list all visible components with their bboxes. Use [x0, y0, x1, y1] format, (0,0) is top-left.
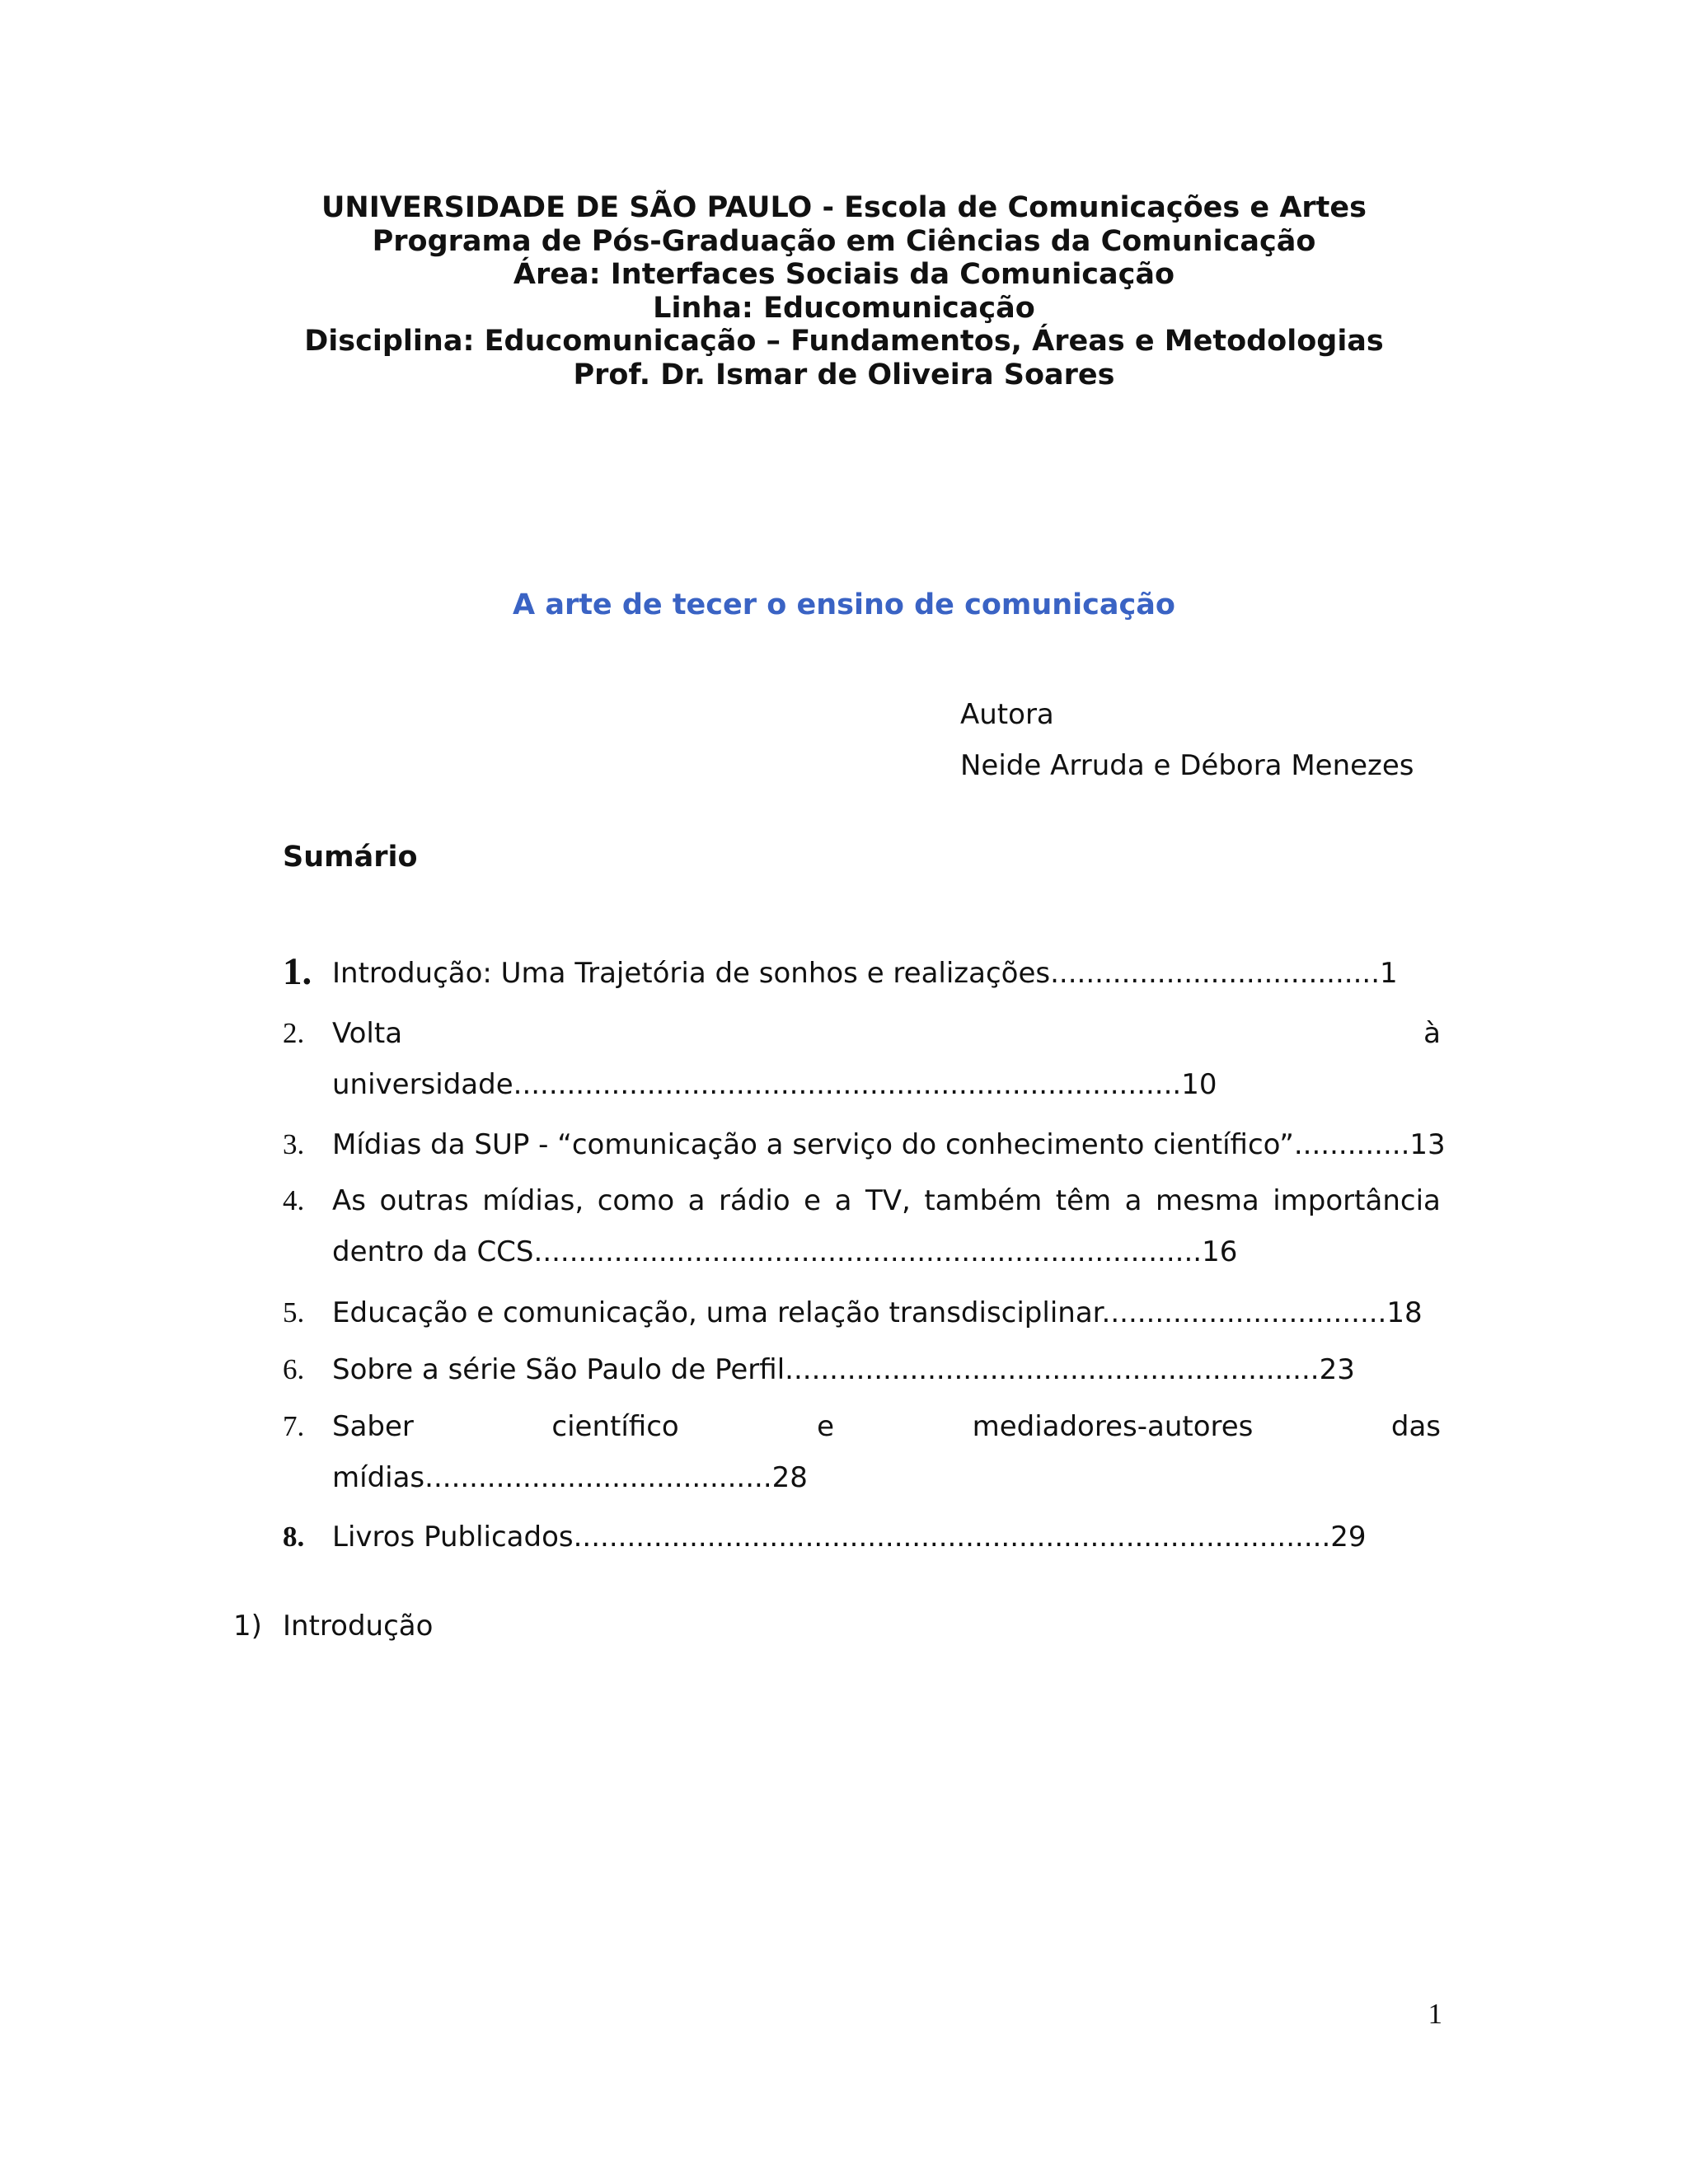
toc-entry-text — [332, 1287, 1441, 1338]
toc-word: Saber — [332, 1410, 414, 1443]
toc-entry-line: Introdução: Uma Trajetória de sonhos e realizações.....................................1 — [332, 957, 1398, 990]
toc-number: 8. — [283, 1521, 305, 1553]
toc-number: 1. — [283, 950, 312, 993]
document-title: A arte de tecer o ensino de comunicação — [513, 588, 1175, 621]
toc-word: à — [1423, 1017, 1441, 1050]
toc-word: têm — [1055, 1184, 1112, 1217]
toc-entry-text — [332, 1008, 1441, 1110]
toc-entry-line: Mídias da SUP - “comunicação a serviço do conhecimento científico”.............13 — [332, 1128, 1446, 1161]
section-number: 1) — [233, 1610, 262, 1643]
author-label: Autora — [960, 698, 1054, 731]
header-line-of-research: Linha: Educomunicação — [653, 291, 1035, 325]
toc-word: a — [1124, 1184, 1142, 1217]
toc-entry-justified-line — [332, 1008, 1441, 1059]
toc-entry-text — [332, 1175, 1441, 1277]
author-names: Neide Arruda e Débora Menezes — [960, 749, 1414, 782]
toc-word: As — [332, 1184, 366, 1217]
header-university: UNIVERSIDADE DE SÃO PAULO - Escola de Comunicações e Artes — [321, 191, 1367, 224]
toc-word: mediadores-autores — [972, 1410, 1254, 1443]
section-label: Introdução — [283, 1610, 434, 1643]
toc-number: 4. — [283, 1184, 305, 1216]
toc-entry-justified-line — [332, 1175, 1441, 1226]
toc-entry-line: mídias.......................................28 — [332, 1461, 808, 1494]
toc-entry-line: Sobre a série São Paulo de Perfil............................................................23 — [332, 1353, 1355, 1386]
toc-entry-line: Livros Publicados.....................................................................................29 — [332, 1521, 1367, 1554]
toc-word: das — [1390, 1410, 1441, 1443]
toc-word: a — [834, 1184, 852, 1217]
toc-word: rádio — [719, 1184, 790, 1217]
toc-number: 6. — [283, 1353, 305, 1385]
toc-word: também — [924, 1184, 1043, 1217]
header-professor: Prof. Dr. Ismar de Oliveira Soares — [573, 358, 1115, 391]
toc-word: mídias, — [482, 1184, 584, 1217]
toc-word: e — [804, 1184, 822, 1217]
header-program: Programa de Pós-Graduação em Ciências da Comunicação — [372, 224, 1316, 258]
section-heading — [233, 1601, 433, 1652]
header-area: Área: Interfaces Sociais da Comunicação — [513, 258, 1175, 291]
toc-word: a — [687, 1184, 706, 1217]
document-header — [0, 191, 1688, 391]
toc-entry-text — [332, 1401, 1441, 1503]
toc-word: e — [817, 1410, 835, 1443]
toc-word: Volta — [332, 1017, 403, 1050]
toc-number: 5. — [283, 1296, 305, 1329]
page-number: 1 — [1428, 1998, 1442, 2030]
header-discipline: Disciplina: Educomunicação – Fundamentos, Áreas e Metodologias — [304, 325, 1384, 358]
toc-word: importância — [1273, 1184, 1441, 1217]
toc-number: 3. — [283, 1128, 305, 1160]
toc-entry-text — [332, 1119, 1446, 1170]
toc-entry-justified-line — [332, 1401, 1441, 1452]
summary-heading: Sumário — [283, 841, 418, 874]
toc-entry-line: universidade...........................................................................10 — [332, 1068, 1217, 1101]
toc-number: 2. — [283, 1017, 305, 1049]
toc-entry-text — [332, 1344, 1441, 1395]
toc-word: TV, — [865, 1184, 911, 1217]
toc-word: como — [597, 1184, 675, 1217]
toc-entry-text — [332, 1511, 1441, 1563]
toc-word: científico — [551, 1410, 679, 1443]
toc-word: outras — [379, 1184, 469, 1217]
toc-entry-line: dentro da CCS...........................................................................16 — [332, 1235, 1238, 1268]
toc-word: mesma — [1156, 1184, 1259, 1217]
toc-entry-text — [332, 948, 1441, 999]
author-block — [960, 689, 1414, 791]
toc-number: 7. — [283, 1410, 305, 1442]
toc-entry-line: Educação e comunicação, uma relação transdisciplinar................................18 — [332, 1296, 1423, 1329]
